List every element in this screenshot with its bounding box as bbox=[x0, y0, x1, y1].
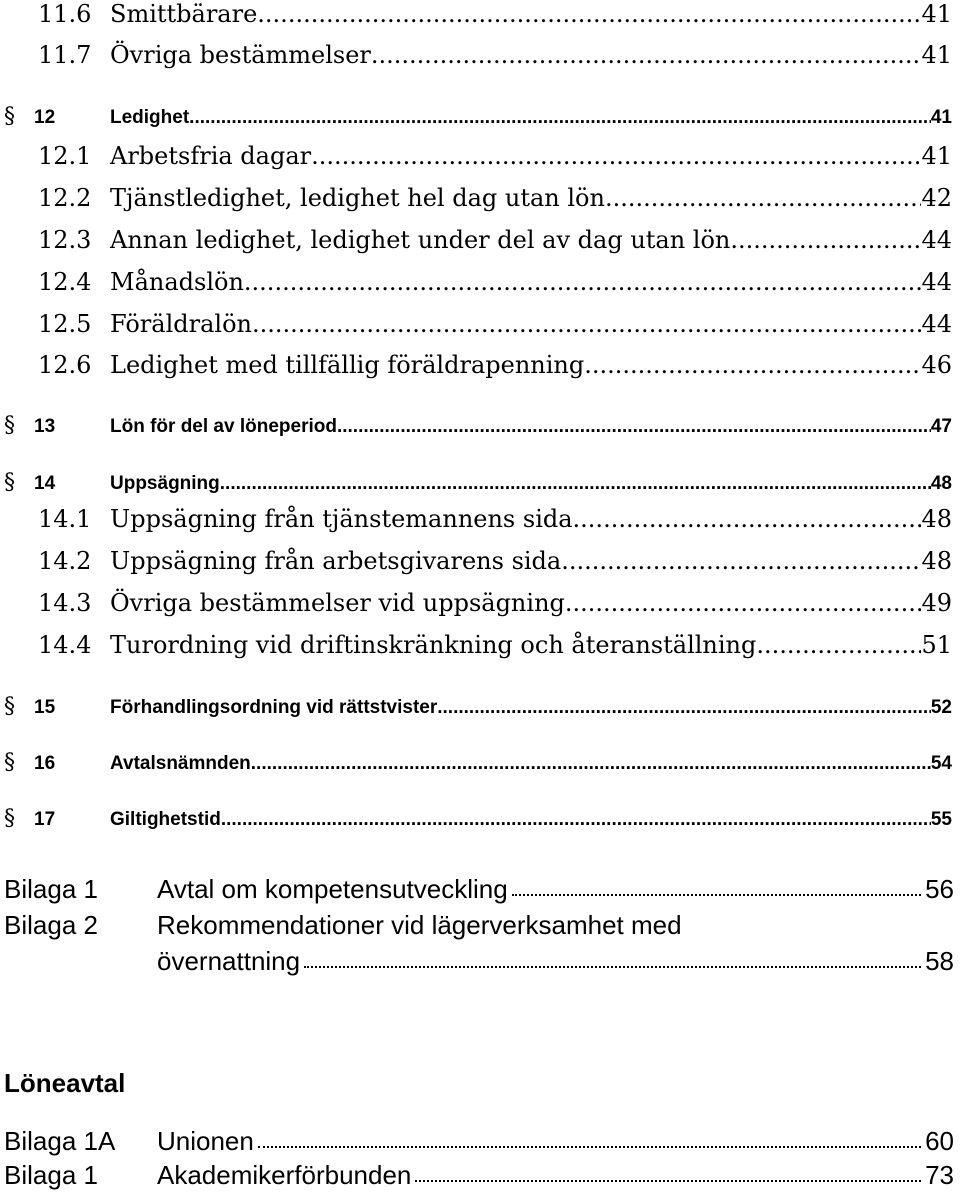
toc-title: Avtalsnämnden bbox=[110, 753, 251, 774]
toc-page-number: 41 bbox=[921, 142, 952, 170]
toc-page-number: 41 bbox=[921, 41, 952, 69]
toc-entry-12-3[interactable] bbox=[38, 226, 952, 254]
toc-number: 14.1 bbox=[38, 505, 92, 533]
dot-leader bbox=[304, 966, 921, 968]
toc-number: 12.4 bbox=[38, 268, 92, 296]
toc-entry-12-4[interactable] bbox=[38, 268, 952, 296]
toc-title: Månadslön bbox=[110, 268, 244, 296]
dot-leader bbox=[437, 697, 931, 719]
toc-page-number: 46 bbox=[921, 351, 952, 379]
toc-page-number: 48 bbox=[930, 473, 952, 494]
dot-leader bbox=[371, 41, 922, 69]
toc-page-number: 41 bbox=[921, 0, 952, 28]
dot-leader bbox=[220, 473, 931, 495]
appendix-title: Akademikerförbunden bbox=[157, 1160, 412, 1190]
toc-entry-12-6[interactable] bbox=[38, 351, 952, 379]
loneavtal-entry-bilaga-1a[interactable] bbox=[4, 1126, 954, 1157]
appendix-entry-bilaga-1[interactable] bbox=[4, 874, 954, 905]
toc-number: 12.1 bbox=[38, 142, 92, 170]
loneavtal-entry-bilaga-1[interactable] bbox=[4, 1160, 954, 1191]
appendix-title-continued: övernattning bbox=[157, 946, 301, 976]
toc-page-number: 52 bbox=[930, 697, 952, 718]
toc-title: Turordning vid driftinskränkning och återanställning bbox=[110, 631, 757, 659]
dot-leader bbox=[221, 809, 931, 831]
toc-page-number: 47 bbox=[930, 416, 952, 437]
toc-chapter-16[interactable] bbox=[4, 750, 952, 775]
toc-number: 12.2 bbox=[38, 184, 92, 212]
toc-number: 14.4 bbox=[38, 631, 92, 659]
toc-entry-14-3[interactable] bbox=[38, 589, 952, 617]
toc-entry-14-4[interactable] bbox=[38, 631, 952, 659]
toc-entry-12-1[interactable] bbox=[38, 142, 952, 170]
toc-number: 15 bbox=[34, 697, 56, 718]
section-sign-icon: § bbox=[4, 470, 15, 495]
toc-number: 17 bbox=[34, 809, 56, 830]
toc-title: Övriga bestämmelser bbox=[110, 41, 371, 69]
toc-page-number: 51 bbox=[921, 631, 952, 659]
toc-number: 12.5 bbox=[38, 310, 92, 338]
toc-page-number: 48 bbox=[921, 505, 952, 533]
dot-leader bbox=[251, 753, 931, 775]
toc-chapter-14[interactable] bbox=[4, 470, 952, 495]
dot-leader bbox=[584, 351, 921, 379]
dot-leader bbox=[337, 416, 931, 438]
toc-number: 14 bbox=[34, 473, 56, 494]
toc-page-number: 55 bbox=[930, 809, 952, 830]
toc-number: 14.3 bbox=[38, 589, 92, 617]
section-sign-icon: § bbox=[4, 806, 15, 831]
toc-entry-12-5[interactable] bbox=[38, 310, 952, 338]
toc-title: Uppsägning bbox=[110, 473, 220, 494]
appendix-label: Bilaga 2 bbox=[4, 910, 98, 940]
appendix-page-number: 60 bbox=[925, 1126, 954, 1156]
appendix-page-number: 58 bbox=[925, 946, 954, 976]
toc-title: Förhandlingsordning vid rättstvister bbox=[110, 697, 438, 718]
appendix-page-number: 56 bbox=[925, 874, 954, 904]
toc-page-number: 44 bbox=[921, 310, 952, 338]
dot-leader bbox=[573, 505, 922, 533]
appendix-entry-bilaga-2-continued[interactable] bbox=[157, 946, 954, 977]
toc-number: 16 bbox=[34, 753, 56, 774]
dot-leader bbox=[257, 0, 921, 28]
toc-entry-11-7[interactable] bbox=[38, 41, 952, 69]
section-sign-icon: § bbox=[4, 750, 15, 775]
toc-title: Ledighet med tillfällig föräldrapenning bbox=[110, 351, 585, 379]
toc-page-number: 44 bbox=[921, 268, 952, 296]
toc-page-number: 44 bbox=[921, 226, 952, 254]
toc-title: Uppsägning från arbetsgivarens sida bbox=[110, 547, 562, 575]
toc-title: Lön för del av löneperiod bbox=[110, 416, 337, 437]
toc-number: 11.7 bbox=[38, 41, 92, 69]
dot-leader bbox=[565, 589, 922, 617]
toc-entry-14-1[interactable] bbox=[38, 505, 952, 533]
dot-leader bbox=[561, 547, 921, 575]
toc-number: 12.6 bbox=[38, 351, 92, 379]
dot-leader bbox=[244, 268, 922, 296]
toc-title: Giltighetstid bbox=[110, 809, 221, 830]
dot-leader bbox=[415, 1180, 921, 1182]
appendix-label: Bilaga 1 bbox=[4, 1160, 98, 1190]
toc-page-number: 42 bbox=[921, 184, 952, 212]
toc-page-number: 48 bbox=[921, 547, 952, 575]
toc-number: 13 bbox=[34, 416, 56, 437]
appendix-page-number: 73 bbox=[925, 1160, 954, 1190]
toc-page-number: 49 bbox=[921, 589, 952, 617]
section-sign-icon: § bbox=[4, 104, 15, 129]
appendix-title: Unionen bbox=[157, 1126, 254, 1156]
appendix-entry-bilaga-2[interactable] bbox=[4, 910, 954, 941]
toc-number: 12.3 bbox=[38, 226, 92, 254]
appendix-label: Bilaga 1 bbox=[4, 874, 98, 904]
section-sign-icon: § bbox=[4, 694, 15, 719]
toc-entry-14-2[interactable] bbox=[38, 547, 952, 575]
toc-chapter-13[interactable] bbox=[4, 413, 952, 438]
toc-entry-11-6[interactable] bbox=[38, 0, 952, 28]
dot-leader bbox=[730, 226, 921, 254]
toc-entry-12-2[interactable] bbox=[38, 184, 952, 212]
toc-number: 12 bbox=[34, 107, 56, 128]
toc-title: Arbetsfria dagar bbox=[110, 142, 312, 170]
toc-chapter-17[interactable] bbox=[4, 806, 952, 831]
dot-leader bbox=[258, 1146, 921, 1148]
toc-title: Annan ledighet, ledighet under del av dag utan lön bbox=[110, 226, 731, 254]
toc-title: Smittbärare bbox=[110, 0, 258, 28]
toc-page-number: 41 bbox=[930, 107, 952, 128]
dot-leader bbox=[311, 142, 921, 170]
section-sign-icon: § bbox=[4, 413, 15, 438]
section-heading: Löneavtal bbox=[4, 1068, 126, 1098]
dot-leader bbox=[512, 894, 921, 896]
appendix-label: Bilaga 1A bbox=[4, 1126, 116, 1156]
dot-leader bbox=[189, 107, 931, 129]
toc-title: Uppsägning från tjänstemannens sida bbox=[110, 505, 573, 533]
appendix-title: Avtal om kompetensutveckling bbox=[157, 874, 508, 904]
toc-number: 14.2 bbox=[38, 547, 92, 575]
dot-leader bbox=[756, 631, 921, 659]
dot-leader bbox=[605, 184, 922, 212]
toc-number: 11.6 bbox=[38, 0, 92, 28]
toc-title: Övriga bestämmelser vid uppsägning bbox=[110, 589, 565, 617]
toc-title: Ledighet bbox=[110, 107, 190, 128]
toc-title: Tjänstledighet, ledighet hel dag utan lön bbox=[110, 184, 605, 212]
appendix-title: Rekommendationer vid lägerverksamhet med bbox=[157, 910, 682, 940]
toc-chapter-12[interactable] bbox=[4, 104, 952, 129]
dot-leader bbox=[252, 310, 921, 338]
toc-chapter-15[interactable] bbox=[4, 694, 952, 719]
toc-page-number: 54 bbox=[930, 753, 952, 774]
toc-title: Föräldralön bbox=[110, 310, 252, 338]
